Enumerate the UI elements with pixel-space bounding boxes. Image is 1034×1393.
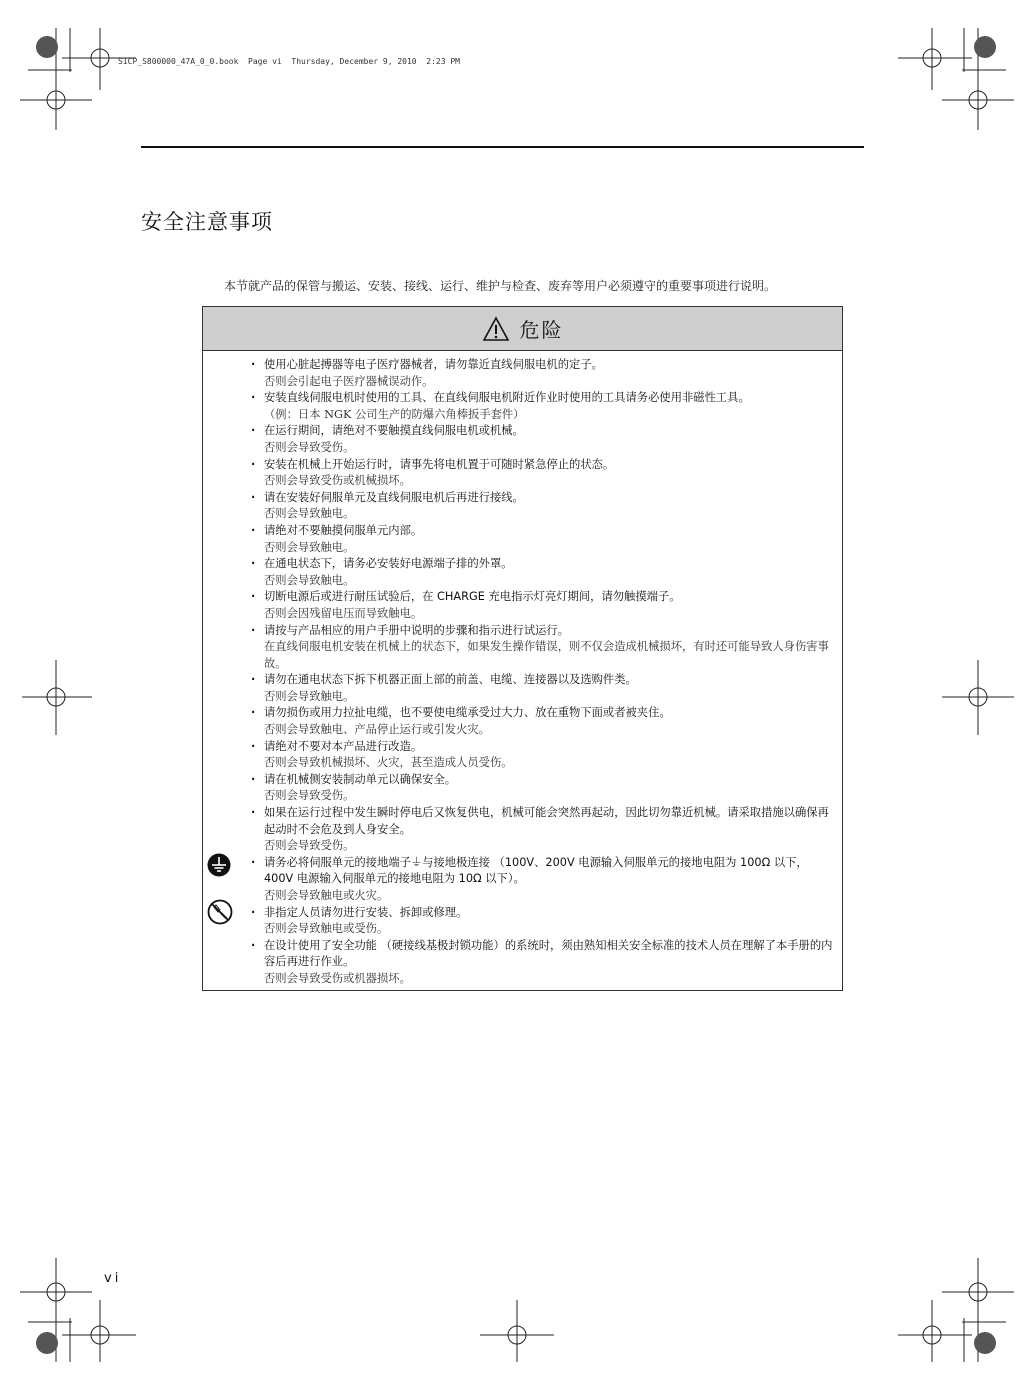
list-item: · 请勿损伤或用力拉扯电缆，也不要使电缆承受过大力、放在重物下面或者被夹住。 否则会导致触电、产品停止运行或引发火灾。 [251, 705, 836, 738]
list-item: · 请勿在通电状态下拆下机器正面上部的前盖、电缆、连接器以及选购件类。 否则会导致触电。 [251, 672, 836, 705]
danger-header [203, 307, 842, 351]
danger-title: 危险 [519, 318, 564, 342]
page-number: vi [104, 1271, 122, 1286]
danger-box [202, 306, 843, 991]
file-info-header: SICP_S800000_47A_0_0.book Page vi Thursday, December 9, 2010 2:23 PM [118, 57, 460, 66]
list-item: · 非指定人员请勿进行安装、拆卸或修理。 否则会导致触电或受伤。 [251, 905, 836, 938]
list-item: · 在通电状态下，请务必安装好电源端子排的外罩。 否则会导致触电。 [251, 556, 836, 589]
list-item: · 请按与产品相应的用户手册中说明的步骤和指示进行试运行。 在直线伺服电机安装在机械上的状态下，如果发生操作错误，则不仅会造成机械损坏，有时还可能导致人身伤害事故。 [251, 623, 836, 673]
list-item: · 请务必将伺服单元的接地端子⏚与接地极连接 （100V、200V 电源输入伺服单元的接地电阻为 100Ω 以下，400V 电源输入伺服单元的接地电阻为 10Ω 以下）。 否则会导致触电或火灾。 [251, 855, 836, 905]
list-item: · 使用心脏起搏器等电子医疗器械者，请勿靠近直线伺服电机的定子。 否则会引起电子医疗器械误动作。 [251, 357, 836, 390]
page-title: 安全注意事项 [141, 210, 273, 234]
list-item: · 在设计使用了安全功能 （硬接线基极封锁功能）的系统时，须由熟知相关安全标准的技术人员在理解了本手册的内容后再进行作业。 否则会导致受伤或机器损坏。 [251, 938, 836, 988]
danger-list [251, 357, 836, 988]
list-item: · 请绝对不要对本产品进行改造。 否则会导致机械损坏、火灾，甚至造成人员受伤。 [251, 739, 836, 772]
list-item: · 请在安装好伺服单元及直线伺服电机后再进行接线。 否则会导致触电。 [251, 490, 836, 523]
list-item: · 在运行期间，请绝对不要触摸直线伺服电机或机械。 否则会导致受伤。 [251, 423, 836, 456]
top-rule [141, 146, 864, 148]
ground-icon [207, 853, 231, 877]
intro-text: 本节就产品的保管与搬运、安装、接线、运行、维护与检查、废弃等用户必须遵守的重要事项进行说明。 [224, 279, 777, 293]
list-item: · 切断电源后或进行耐压试验后，在 CHARGE 充电指示灯亮灯期间，请勿触摸端子。 否则会因残留电压而导致触电。 [251, 589, 836, 622]
list-item: · 请绝对不要触摸伺服单元内部。 否则会导致触电。 [251, 523, 836, 556]
list-item: · 安装直线伺服电机时使用的工具、在直线伺服电机附近作业时使用的工具请务必使用非磁性工具。 （例：日本 NGK 公司生产的防爆六角棒扳手套件） [251, 390, 836, 423]
no-disassembly-icon [207, 899, 233, 925]
list-item: · 如果在运行过程中发生瞬时停电后又恢复供电，机械可能会突然再起动，因此切勿靠近机械。请采取措施以确保再起动时不会危及到人身安全。 否则会导致受伤。 [251, 805, 836, 855]
warning-triangle-icon [482, 316, 510, 342]
list-item: · 安装在机械上开始运行时，请事先将电机置于可随时紧急停止的状态。 否则会导致受伤或机械损坏。 [251, 457, 836, 490]
list-item: · 请在机械侧安装制动单元以确保安全。 否则会导致受伤。 [251, 772, 836, 805]
